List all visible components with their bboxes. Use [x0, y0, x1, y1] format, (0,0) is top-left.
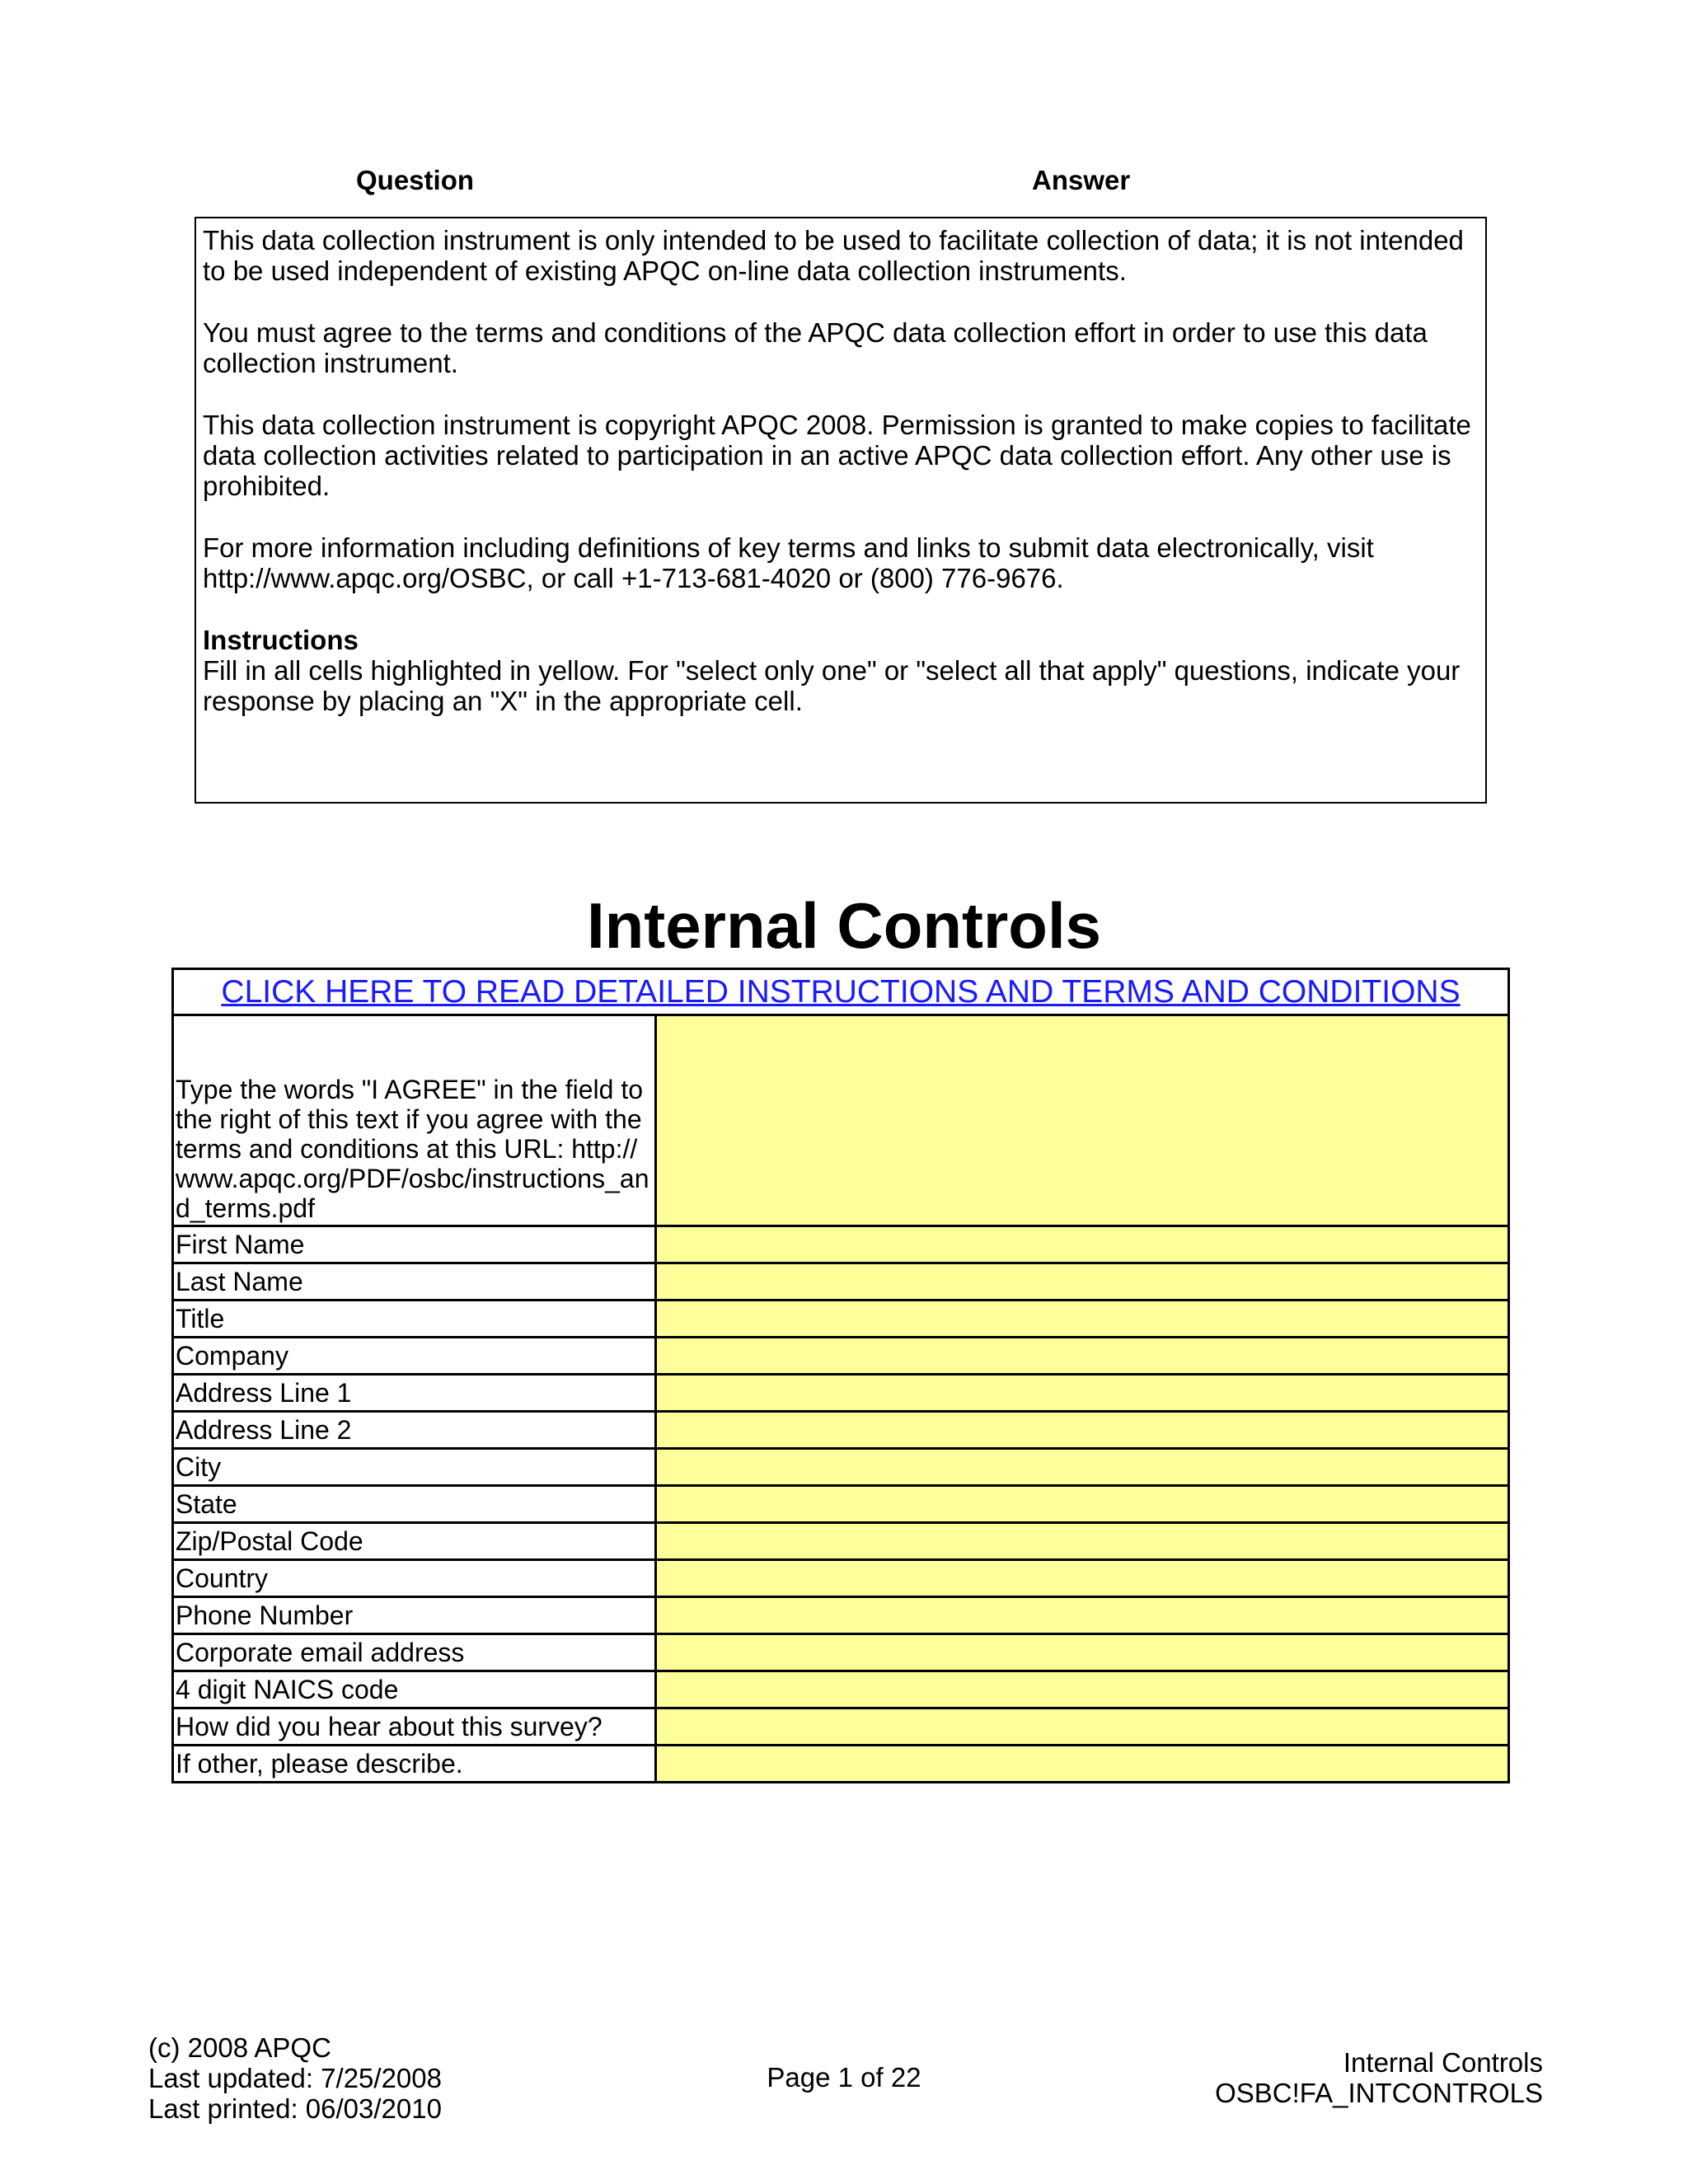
instructions-text: Fill in all cells highlighted in yellow. For "select only one" or "select all that apply" questions, indicate your response by placing an "X" in the appropriate cell.	[203, 655, 1461, 716]
field-label: How did you hear about this survey?	[174, 1709, 657, 1744]
notice-paragraph-4: For more information including definitions of key terms and links to submit data electronically, visit http://www.apqc.org/OSBC, or call +1-713-681-4020 or (800) 776-9676.	[203, 532, 1374, 593]
form-row	[174, 1596, 1507, 1633]
field-input[interactable]	[657, 1709, 1507, 1744]
field-label: First Name	[174, 1227, 657, 1262]
form-row	[174, 1299, 1507, 1336]
notice-paragraph-2: You must agree to the terms and conditions of the APQC data collection effort in order to use this data collection instrument.	[203, 317, 1428, 378]
field-input[interactable]	[657, 1264, 1507, 1299]
form-row	[174, 1410, 1507, 1447]
form-row	[174, 1336, 1507, 1373]
field-label: Country	[174, 1561, 657, 1596]
footer-right	[1215, 2047, 1543, 2108]
field-input[interactable]	[657, 1672, 1507, 1707]
instructions-heading: Instructions	[203, 625, 359, 655]
field-label: City	[174, 1450, 657, 1484]
copyright-text: (c) 2008 APQC	[148, 2032, 331, 2063]
field-input[interactable]	[657, 1746, 1507, 1781]
field-label: Address Line 1	[174, 1376, 657, 1410]
field-input[interactable]	[657, 1413, 1507, 1447]
page-title: Internal Controls	[586, 889, 1102, 962]
form-row	[174, 1262, 1507, 1299]
field-input[interactable]	[657, 1376, 1507, 1410]
field-input[interactable]	[657, 1450, 1507, 1484]
form-row	[174, 1521, 1507, 1558]
field-input[interactable]	[657, 1524, 1507, 1558]
form-row	[174, 1225, 1507, 1262]
notice-box	[195, 217, 1487, 804]
answer-header: Answer	[1032, 165, 1131, 195]
field-input[interactable]	[657, 1487, 1507, 1521]
field-label: 4 digit NAICS code	[174, 1672, 657, 1707]
notice-paragraph-1: This data collection instrument is only intended to be used to facilitate collection of data; it is not intended to be used independent of existing APQC on-line data collection instruments.	[203, 225, 1464, 286]
field-label: If other, please describe.	[174, 1746, 657, 1781]
last-updated-text: Last updated: 7/25/2008	[148, 2063, 442, 2093]
form-row	[174, 1707, 1507, 1744]
field-input[interactable]	[657, 1301, 1507, 1336]
field-label: State	[174, 1487, 657, 1521]
field-label: Company	[174, 1338, 657, 1373]
form-row	[174, 1670, 1507, 1707]
field-input[interactable]	[657, 1227, 1507, 1262]
registration-form	[171, 968, 1510, 1783]
agree-label: Type the words "I AGREE" in the field to the right of this text if you agree with the terms and conditions at this URL: http://www.apqc.org/PDF/osbc/instructions_and_terms.pdf	[174, 1016, 657, 1225]
sheet-name: OSBC!FA_INTCONTROLS	[1215, 2078, 1543, 2108]
form-row	[174, 1633, 1507, 1670]
page-number: Page 1 of 22	[767, 2062, 921, 2093]
field-label: Address Line 2	[174, 1413, 657, 1447]
instructions-link[interactable]: CLICK HERE TO READ DETAILED INSTRUCTIONS AND TERMS AND CONDITIONS	[221, 974, 1461, 1010]
form-row	[174, 1558, 1507, 1596]
field-input[interactable]	[657, 1598, 1507, 1633]
form-row	[174, 1447, 1507, 1484]
field-label: Corporate email address	[174, 1635, 657, 1670]
last-printed-text: Last printed: 06/03/2010	[148, 2093, 442, 2124]
agree-input[interactable]	[657, 1016, 1507, 1225]
notice-paragraph-3: This data collection instrument is copyright APQC 2008. Permission is granted to make copies to facilitate data collection activities related to participation in an active APQC data collection effort. Any other use is prohibited.	[203, 410, 1471, 501]
question-header: Question	[356, 165, 475, 195]
field-label: Title	[174, 1301, 657, 1336]
form-row	[174, 1373, 1507, 1410]
instructions-link-row	[174, 970, 1507, 1016]
field-input[interactable]	[657, 1635, 1507, 1670]
field-input[interactable]	[657, 1561, 1507, 1596]
field-label: Zip/Postal Code	[174, 1524, 657, 1558]
field-label: Last Name	[174, 1264, 657, 1299]
agree-row	[174, 1016, 1507, 1225]
field-input[interactable]	[657, 1338, 1507, 1373]
field-label: Phone Number	[174, 1598, 657, 1633]
section-name: Internal Controls	[1343, 2047, 1543, 2078]
form-row	[174, 1484, 1507, 1521]
form-row	[174, 1744, 1507, 1781]
